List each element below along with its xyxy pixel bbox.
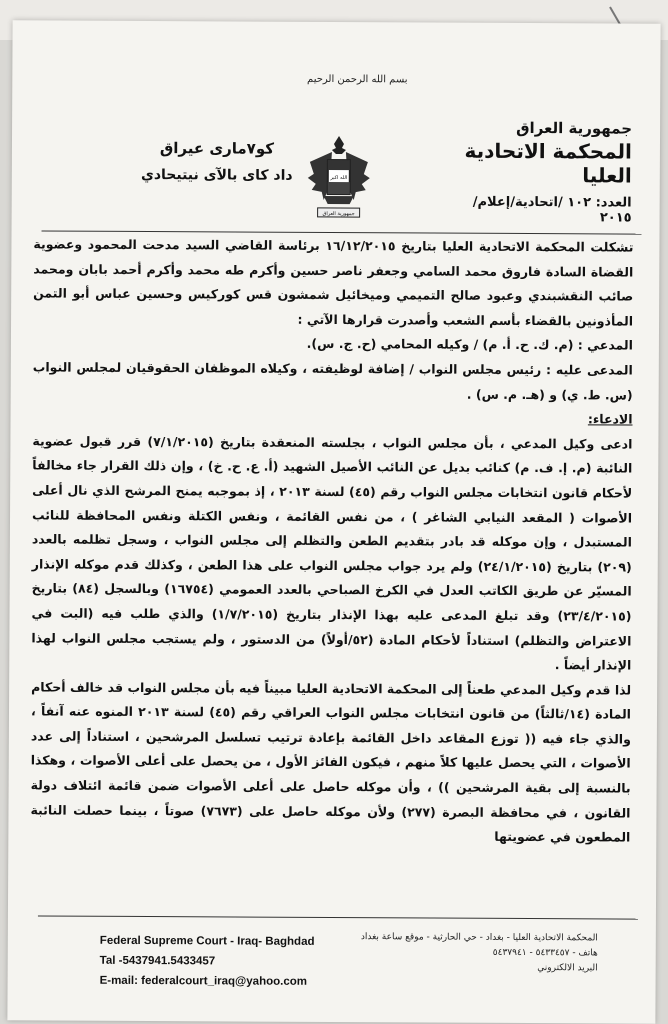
defendant-line: المدعى عليه : رئيس مجلس النواب / إضافة لوظيفته ، وكيلاه الموظفان الحقوقيان لمجلس النواب (س. ط. ي) و (هـ. م. س) .: [32, 359, 633, 403]
kurdish-court-name: داد کای بالآی نیتیحادي: [140, 166, 293, 184]
kurdish-country-name: كو٧ماری عیراق: [159, 139, 275, 158]
footer-telephone: Tal -5437941.5433457: [99, 954, 216, 968]
claim-paragraph: ادعى وكيل المدعي ، بأن مجلس النواب ، بجلسته المنعقدة بتاريخ (٧/١/٢٠١٥) قرر قبول عضوية النائبة (م. إ. ف. م) كنائب بديل عن النائب الأصيل الشهيد (أ. ع. ح. خ) ، وإن ذلك القرار جاء مخالفاً لأحكام قانون انتخابات مجلس النواب رقم (٤٥) لسنة ٢٠١٣ ، إذ بموجبه يمنح المرشح الذي نال أعلى الأصوات ( المقعد النيابي الشاغر ) ، من نفس القائمة ، ونفس الكتلة ونفس المحافظة للنائب المستبدل ، وإن موكله قد بادر بتقديم الطعن والتظلم إلى مجلس النواب ، وسجل تظلمه بالعدد (٢٠٩) بتاريخ (٢٤/١/٢٠١٥) ولم يرد جواب مجلس النواب على هذا الطعن ، وكذلك قدم موكله الإنذار المسيّر عن طريق الكاتب العدل في الكرخ الصباحي بالعدد العمومي (١٦٧٥٤) وبالسجل (٨٤) بتاريخ (٢٣/٤/٢٠١٥) وقد تبلغ المدعى عليه بهذا الإنذار بتاريخ (١/٧/٢٠١٥) والذي طلب فيه (البت في الاعتراض والتظلم) استناداً لأحكام المادة (٥٢/أولاً) من الدستور ، ولم يستجب مجلس النواب لهذا الإنذار أيضاً .: [31, 433, 633, 673]
country-name: جمهورية العراق: [516, 118, 633, 138]
header-right: [442, 119, 633, 226]
footer-email-ar: البريد الالكتروني: [537, 963, 598, 974]
footer-english: [100, 931, 340, 992]
court-name: المحكمة الاتحادية العليا: [464, 138, 633, 188]
footer-divider: [38, 915, 638, 919]
emblem-caption: جمهورية العراق: [322, 210, 355, 218]
footer-email: E-mail: federalcourt_iraq@yahoo.com: [99, 974, 308, 988]
document-body: [30, 232, 633, 850]
footer-phone-ar: هاتف - ٥٤٣٣٤٥٧ - ٥٤٣٧٩٤١: [492, 947, 598, 959]
footer-arabic: [358, 930, 598, 976]
claim-paragraph: لذا قدم وكيل المدعي طعناً إلى المحكمة الاتحادية العليا مبيناً فيه بأن مجلس النواب قد خالف أحكام المادة (١٤/ثالثاً) من قانون انتخابات مجلس النواب العراقي رقم (٤٥) لسنة ٢٠١٣ المنوه عنه آنفاً ، والذي جاء فيه (( توزع المقاعد داخل القائمة بإعادة ترتيب تسلسل المرشحين ، استناداً إلى عدد الأصوات ، التي يحصل عليها كلاً منهم ، فيكون الفائز الأول ، من يحصل على أعلى الأصوات ، وهكذا بالنسبة إلى بقية المرشحين )) ، وأن موكله حاصل على أعلى الأصوات ضمن قائمة ائتلاف دولة القانون ، في محافظة البصرة (٢٧٧) ولأن موكله حاصل على (٧٦٧٣) صوتاً ، بينما حصلت النائبة المطعون في عضويتها: [30, 679, 632, 845]
basmala: بسم الله الرحمن الرحيم: [307, 73, 408, 86]
intro-paragraph: تشكلت المحكمة الاتحادية العليا بتاريخ ١٦/١٢/٢٠١٥ برئاسة القاضي السيد مدحت المحمود وعضوية القضاة السادة فاروق محمد السامي وجعفر ناصر حسين وأكرم طه محمد وأكرم أحمد بابان ومحمد صائب النقشبندي وعبود صالح التميمي وميخائيل شمشون قس كوركيس وحسين عباس أبو التمن المأذونين بالقضاء بأسم الشعب وأصدرت قرارها الآتي :: [33, 236, 634, 329]
document-page: [7, 20, 660, 1023]
plaintiff-line: المدعي : (م. ك. ح. أ. م) / وكيله المحامي (ح. ج. س).: [306, 336, 633, 353]
header-left: [122, 139, 312, 184]
footer-court-name: Federal Supreme Court - Iraq- Baghdad: [99, 934, 315, 948]
emblem-motto: الله اكبر: [330, 174, 348, 182]
iraq-eagle-emblem-icon: [304, 134, 374, 229]
footer-address: المحكمة الاتحادية العليا - بغداد - حي الحارثية - موقع ساعة بغداد: [360, 932, 598, 944]
reference-number: العدد: ١٠٢ /اتحادية/إعلام/ ٢٠١٥: [472, 194, 632, 226]
claim-section-title: الادعاء:: [587, 411, 633, 427]
